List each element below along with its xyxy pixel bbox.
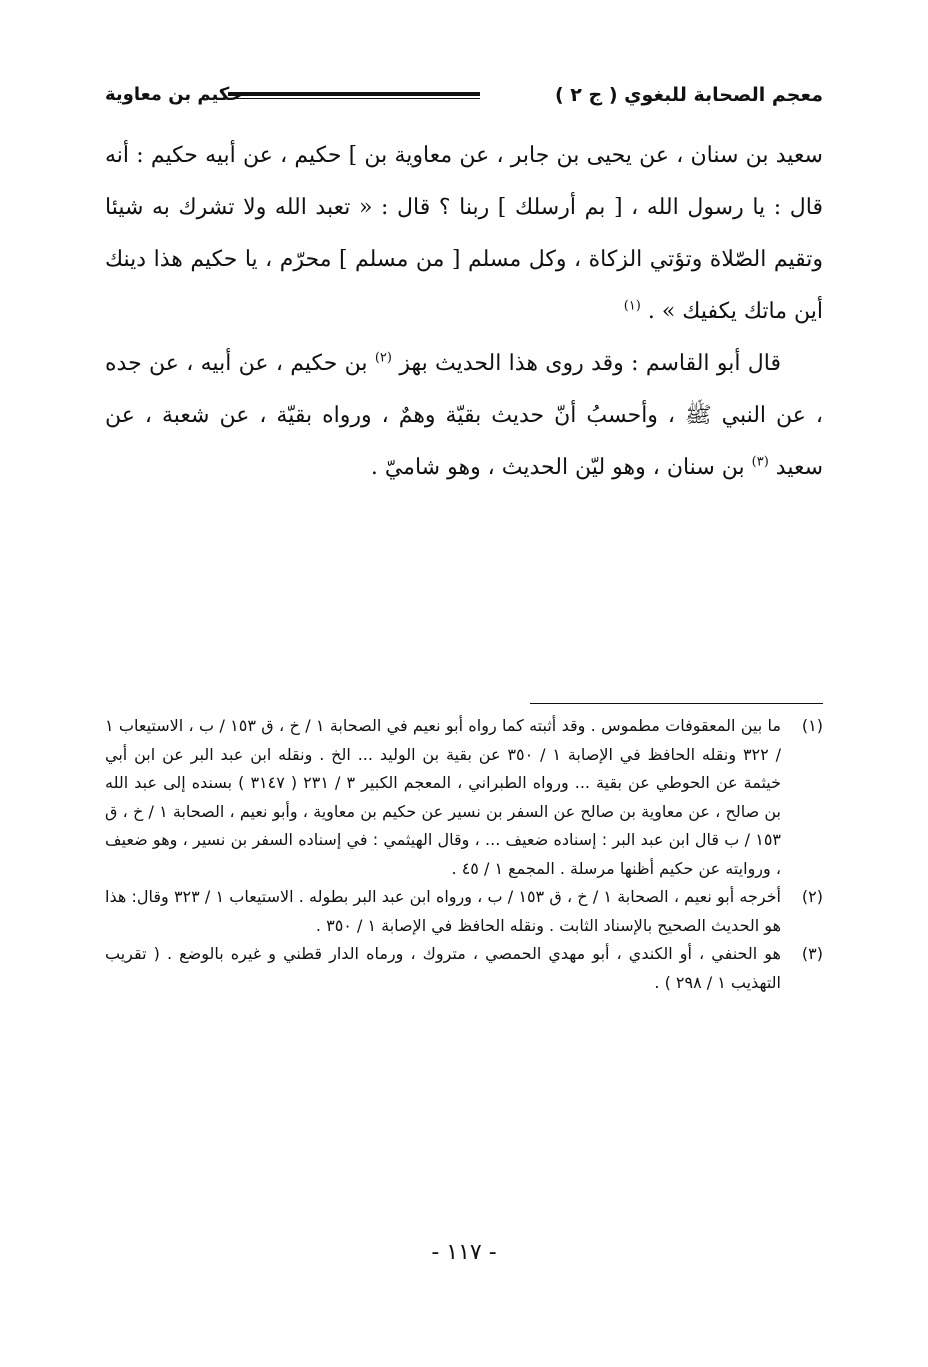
entry-title: حكيم بن معاوية: [105, 84, 243, 105]
footnote-ref-2: (٢): [374, 350, 392, 366]
footnote-1: [105, 712, 823, 883]
footnote-separator: [530, 703, 823, 704]
footnotes: [105, 712, 823, 997]
footnote-2: [105, 883, 823, 940]
footnote-number: (١): [801, 716, 823, 735]
header-rule: [228, 92, 480, 100]
paragraph-1: سعيد بن سنان ، عن يحيى بن جابر ، عن معاوية بن ] حكيم ، عن أبيه حكيم : أنه قال : يا رسول الله ، [ بم أرسلك ] ربنا ؟ قال : « تعبد الله ولا تشرك به شيئا وتقيم الصّلاة وتؤتي الزكاة ، وكل مسلم [ من مسلم ] محرّم ، يا حكيم هذا دينك أين ماتك يكفيك » . $^{(١)}$: [105, 143, 823, 324]
footnote-number: (٣): [801, 944, 823, 963]
footnote-text: أخرجه أبو نعيم ، الصحابة ١ / خ ، ق ١٥٣ / ب ، ورواه ابن عبد البر بطوله . الاستيعاب ١ / ٣٢٣ وقال: هذا هو الحديث الصحيح بالإسناد الثابت . ونقله الحافظ في الإصابة ١ / ٣٥٠ .: [105, 887, 782, 935]
book-title: معجم الصحابة للبغوي ( ج ٢ ): [554, 84, 823, 106]
footnote-text: هو الحنفي ، أو الكندي ، أبو مهدي الحمصي ، متروك ، ورماه الدار قطني و غيره بالوضع . ( تقريب التهذيب ١ / ٢٩٨ ) .: [105, 944, 781, 992]
paragraph-2: قال أبو القاسم : وقد روى هذا الحديث بهز $^{(٢)}$ بن حكيم ، عن أبيه ، عن جده ، عن النبي ﷺ ، وأحسبُ أنّ حديث بقيّة وهمٌ ، ورواه بقيّة ، عن شعبة ، عن سعيد $^{(٣)}$ بن سنان ، وهو ليّن الحديث ، وهو شاميّ .: [105, 350, 823, 480]
footnote-text: ما بين المعقوفات مطموس . وقد أثبته كما رواه أبو نعيم في الصحابة ١ / خ ، ق ١٥٣ / ب ، الاستيعاب ١ / ٣٢٢ ونقله الحافظ في الإصابة ١ / ٣٥٠ عن بقية بن الوليد ... الخ . ونقله ابن عبد البر عن ابن أبي خيثمة عن الحوطي عن بقية ... ورواه الطبراني ، المعجم الكبير ٣ / ٢٣١ ( ٣١٤٧ ) بسنده إلى عبد الله بن صالح ، عن معاوية بن صالح عن السفر بن نسير عن حكيم بن معاوية ، وأبو نعيم ، الصحابة ١ / خ ، ق ١٥٣ / ب قال ابن عبد البر : إسناده ضعيف ... ، وقال الهيثمي : في إسناده السفر بن نسير ، وهو ضعيف ، وروايته عن حكيم أظنها مرسلة . المجمع ١ / ٤٥ .: [105, 716, 782, 878]
running-header: [105, 80, 823, 116]
footnote-ref-3: (٣): [751, 454, 769, 470]
main-text: [105, 130, 823, 494]
footnote-ref-1: (١): [623, 298, 641, 314]
footnote-number: (٢): [801, 887, 823, 906]
page-number: - ١١٧ -: [431, 1240, 497, 1265]
footnote-3: [105, 940, 823, 997]
